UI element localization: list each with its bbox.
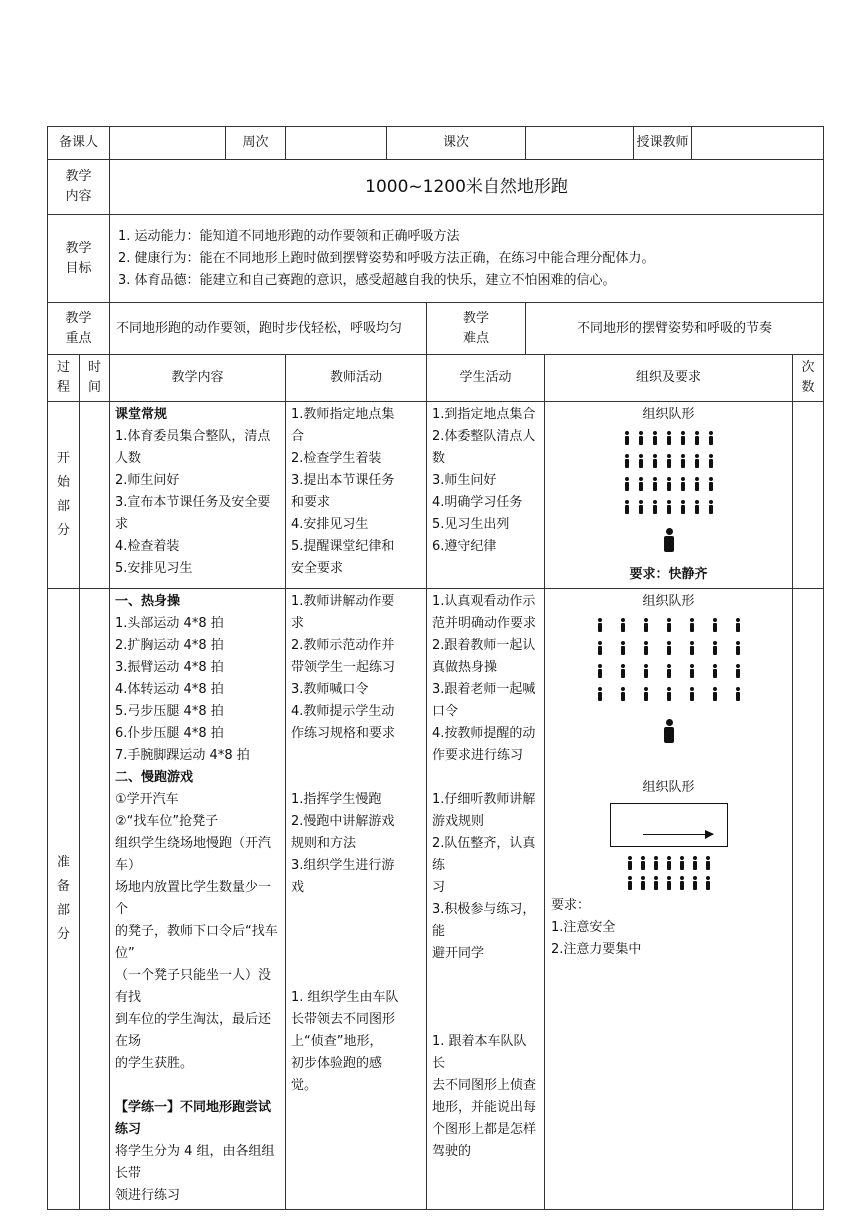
prep-org xyxy=(545,589,793,1210)
student-icon xyxy=(597,618,603,632)
lesson-title: 1000~1200米自然地形跑 xyxy=(110,160,824,215)
student-icon xyxy=(624,477,630,491)
goal-item: 2. 健康行为：能在不同地形上跑时做到摆臂姿势和呼吸方法正确，在练习中能合理分配体力。 xyxy=(118,250,655,266)
week-label: 周次 xyxy=(226,127,286,160)
prep-section-row xyxy=(48,589,824,1210)
student-icon xyxy=(694,454,700,468)
formation-row xyxy=(551,682,786,705)
student-icon xyxy=(620,664,626,678)
student-icon xyxy=(643,618,649,632)
student-icon xyxy=(666,454,672,468)
student-icon xyxy=(689,664,695,678)
student-icon xyxy=(680,500,686,514)
student-icon xyxy=(705,876,711,890)
student-icon xyxy=(653,856,659,870)
student-icon xyxy=(694,500,700,514)
prep-content: 一、热身操 1.头部运动 4*8 拍 2.扩胸运动 4*8 拍 3.振臂运动 4*8 拍 4.体转运动 4*8 拍 5.弓步压腿 4*8 拍 6.仆步压腿 4*8 拍 7.手腕脚踝运动 4*8 拍 二、慢跑游戏 ①学开汽车 ②“找车位”抢凳子 组织学生绕场地慢跑（开汽车） 场地内放置比学生数量少一个 的凳子，教师下口令后“找车位” （一个凳子只能坐一人）没有找 到车位的学生淘汰，最后还在场 的学生获胜。 【学练一】不同地形跑尝试练习 将学生分为 4 组，由各组组长带 领进行练习 xyxy=(110,589,286,1210)
student-icon xyxy=(680,431,686,445)
focus-row xyxy=(48,303,824,355)
org-title: 组织队形 xyxy=(642,594,695,609)
student-icon xyxy=(624,431,630,445)
week-value xyxy=(286,127,387,160)
student-icon xyxy=(652,454,658,468)
jog-formation xyxy=(551,853,786,893)
col-count: 次 数 xyxy=(793,355,824,402)
student-icon xyxy=(638,477,644,491)
student-icon xyxy=(680,477,686,491)
student-icon xyxy=(666,876,672,890)
student-icon xyxy=(653,876,659,890)
student-icon xyxy=(666,500,672,514)
student-icon xyxy=(597,664,603,678)
student-icon xyxy=(666,687,672,701)
start-org xyxy=(545,402,793,589)
teacher-label: 授课教师 xyxy=(634,127,692,160)
teacher-icon xyxy=(663,528,675,552)
formation-row xyxy=(551,472,786,495)
student-icon xyxy=(627,876,633,890)
col-time: 时 间 xyxy=(80,355,110,402)
header-row xyxy=(48,127,824,160)
student-icon xyxy=(666,641,672,655)
teacher-position xyxy=(551,705,786,763)
student-icon xyxy=(640,856,646,870)
lesson-value xyxy=(526,127,634,160)
teacher-icon xyxy=(663,719,675,743)
student-icon xyxy=(712,664,718,678)
student-icon xyxy=(652,477,658,491)
col-student: 学生活动 xyxy=(427,355,545,402)
content-row xyxy=(48,160,824,215)
student-icon xyxy=(597,641,603,655)
student-icon xyxy=(666,664,672,678)
col-content: 教学内容 xyxy=(110,355,286,402)
warmup-formation xyxy=(551,613,786,763)
formation-row xyxy=(551,426,786,449)
column-header-row xyxy=(48,355,824,402)
student-icon xyxy=(666,431,672,445)
lesson-plan-table xyxy=(47,126,824,1210)
goal-item: 3. 体育品德：能建立和自己赛跑的意识，感受超越自我的快乐，建立不怕困难的信心。 xyxy=(118,272,616,288)
student-icon xyxy=(680,454,686,468)
student-icon xyxy=(643,687,649,701)
col-process: 过 程 xyxy=(48,355,80,402)
student-icon xyxy=(666,856,672,870)
start-phase: 开 始 部 分 xyxy=(48,402,80,589)
student-icon xyxy=(689,687,695,701)
student-icon xyxy=(679,876,685,890)
start-student: 1.到指定地点集合 2.体委整队清点人 数 3.师生问好 4.明确学习任务 5.见习生出列 6.遵守纪律 xyxy=(427,402,545,589)
preparer-label: 备课人 xyxy=(48,127,110,160)
student-icon xyxy=(643,664,649,678)
formation-row xyxy=(551,659,786,682)
student-icon xyxy=(652,500,658,514)
goals-label: 教学 目标 xyxy=(48,215,110,303)
student-icon xyxy=(597,687,603,701)
start-content: 课堂常规 1.体育委员集合整队，清点人数 2.师生问好 3.宣布本节课任务及安全要求 4.检查着装 5.安排见习生 xyxy=(110,402,286,589)
prep-student: 1.认真观看动作示 范并明确动作要求 2.跟着教师一起认 真做热身操 3.跟着老师一起喊 口令 4.按教师提醒的动 作要求进行练习 1.仔细听教师讲解 游戏规则 2.队伍整齐，认真练 习 3.积极参与练习，能 避开同学 1. 跟着本车队队长 去不同图形上侦查 地形，并能说出每 个图形上都是怎样 驾驶的 xyxy=(427,589,545,1210)
student-icon xyxy=(627,856,633,870)
student-icon xyxy=(638,454,644,468)
student-icon xyxy=(735,641,741,655)
student-icon xyxy=(694,477,700,491)
student-icon xyxy=(620,687,626,701)
student-icon xyxy=(712,687,718,701)
arrow-right-icon xyxy=(643,834,713,835)
content-label: 教学 内容 xyxy=(48,160,110,215)
org-requirement: 要求：快静齐 xyxy=(629,567,708,582)
formation-row xyxy=(551,495,786,518)
col-teacher: 教师活动 xyxy=(286,355,427,402)
student-icon xyxy=(735,687,741,701)
student-icon xyxy=(679,856,685,870)
student-icon xyxy=(692,876,698,890)
student-icon xyxy=(735,618,741,632)
formation-row xyxy=(551,636,786,659)
formation-row xyxy=(551,613,786,636)
org-title: 组织队形 xyxy=(642,407,695,422)
student-icon xyxy=(735,664,741,678)
goals-row xyxy=(48,215,824,303)
student-icon xyxy=(624,500,630,514)
teacher-value xyxy=(692,127,824,160)
start-time xyxy=(80,402,110,589)
formation-row xyxy=(551,853,786,873)
student-icon xyxy=(638,500,644,514)
col-org: 组织及要求 xyxy=(545,355,793,402)
key-label: 教学 重点 xyxy=(48,303,110,355)
student-icon xyxy=(712,618,718,632)
lesson-label: 课次 xyxy=(387,127,526,160)
start-count xyxy=(793,402,824,589)
student-icon xyxy=(666,618,672,632)
difficulty-label: 教学 难点 xyxy=(427,303,526,355)
formation-row xyxy=(551,449,786,472)
student-icon xyxy=(640,876,646,890)
student-icon xyxy=(620,618,626,632)
org-requirements: 要求： 1.注意安全 2.注意力要集中 xyxy=(551,898,642,957)
student-icon xyxy=(708,431,714,445)
student-icon xyxy=(708,500,714,514)
student-icon xyxy=(692,856,698,870)
student-icon xyxy=(708,454,714,468)
key-text: 不同地形跑的动作要领，跑时步伐轻松，呼吸均匀 xyxy=(110,303,427,355)
teacher-position xyxy=(551,518,786,564)
preparer-value xyxy=(110,127,226,160)
prep-time xyxy=(80,589,110,1210)
student-icon xyxy=(652,431,658,445)
student-icon xyxy=(643,641,649,655)
prep-teacher: 1.教师讲解动作要 求 2.教师示范动作并 带领学生一起练习 3.教师喊口令 4.教师提示学生动 作练习规格和要求 1.指挥学生慢跑 2.慢跑中讲解游戏 规则和方法 3.组织学生进行游 戏 1. 组织学生由车队 长带领去不同图形 上“侦查”地形， 初步体验跑的感 觉。 xyxy=(286,589,427,1210)
goal-item: 1. 运动能力：能知道不同地形跑的动作要领和正确呼吸方法 xyxy=(118,228,460,244)
org-title: 组织队形 xyxy=(642,780,695,795)
student-icon xyxy=(712,641,718,655)
student-icon xyxy=(666,477,672,491)
student-icon xyxy=(620,641,626,655)
prep-phase: 准 备 部 分 xyxy=(48,589,80,1210)
prep-count xyxy=(793,589,824,1210)
lesson-plan-sheet xyxy=(47,126,823,1210)
student-icon xyxy=(638,431,644,445)
goals-list xyxy=(110,215,824,303)
difficulty-text: 不同地形的摆臂姿势和呼吸的节奏 xyxy=(526,303,824,355)
student-icon xyxy=(694,431,700,445)
formation-diagram xyxy=(551,426,786,564)
student-icon xyxy=(624,454,630,468)
student-icon xyxy=(689,641,695,655)
running-track-diagram xyxy=(610,803,728,847)
start-teacher: 1.教师指定地点集 合 2.检查学生着装 3.提出本节课任务 和要求 4.安排见习生 5.提醒课堂纪律和 安全要求 xyxy=(286,402,427,589)
student-icon xyxy=(708,477,714,491)
formation-row xyxy=(551,873,786,893)
student-icon xyxy=(689,618,695,632)
start-section-row xyxy=(48,402,824,589)
student-icon xyxy=(705,856,711,870)
